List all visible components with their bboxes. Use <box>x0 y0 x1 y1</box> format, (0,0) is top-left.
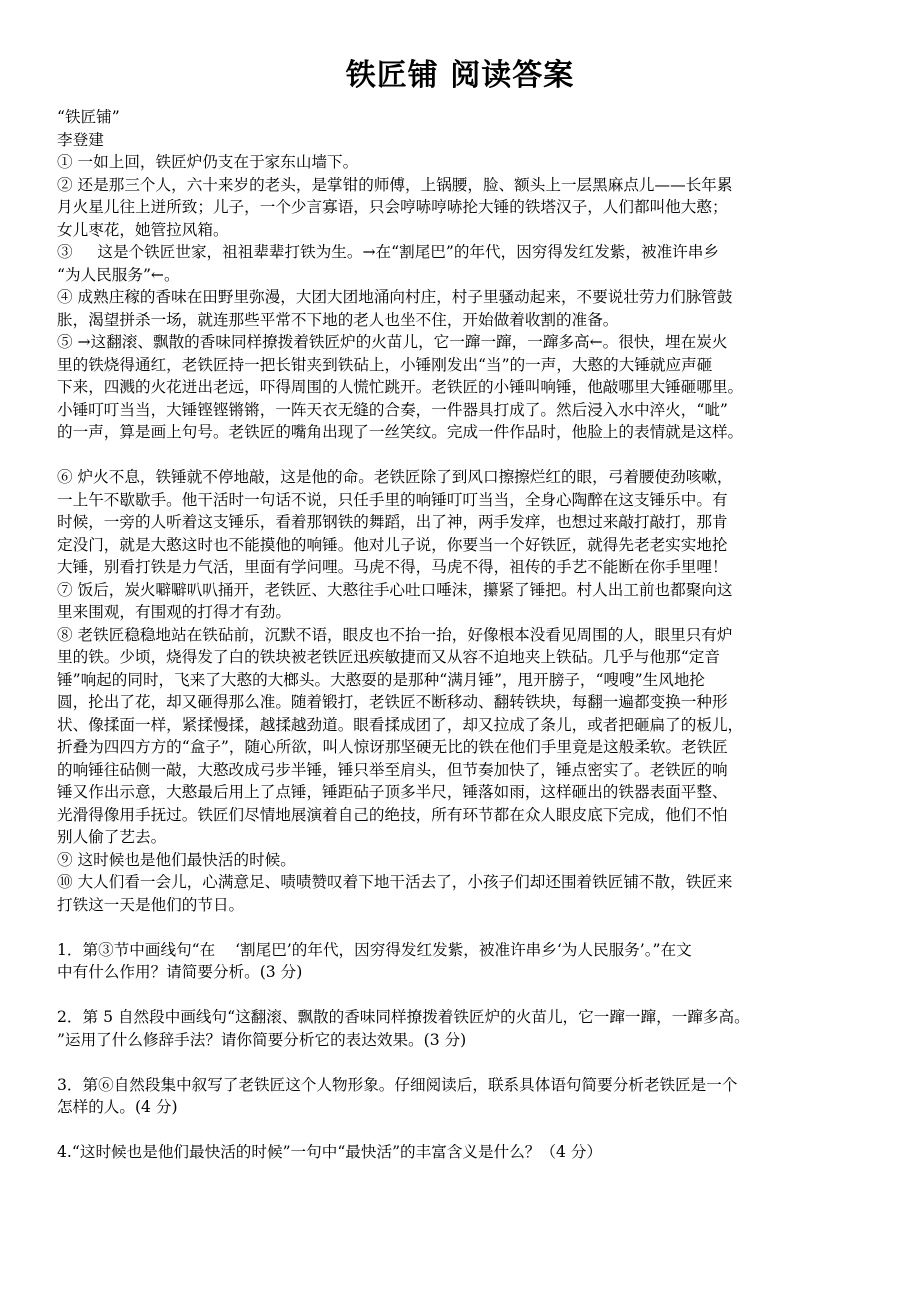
text-line: 中有什么作用？请简要分析。(3 分) <box>57 963 303 981</box>
text-line: ④ 成熟庄稼的香味在田野里弥漫，大团大团地涌向村庄，村子里骚动起来，不要说壮劳力们脉管鼓 <box>57 288 733 306</box>
text-line: 时候，一旁的人听着这支锤乐，看着那钢铁的舞蹈，出了神，两手发痒，也想过来敲打敲打，那肯 <box>57 513 728 531</box>
question-3 <box>57 1074 867 1119</box>
blank-line <box>57 1051 867 1074</box>
text-line: ⑨ 这时候也是他们最快活的时候。 <box>57 850 296 869</box>
blank-line <box>57 1119 867 1142</box>
question-2 <box>57 1006 867 1051</box>
paragraph-6 <box>57 466 867 579</box>
paragraph-3 <box>57 241 867 286</box>
text-line: 胀，渴望拼杀一场，就连那些平常不下地的老人也坐不住，开始做着收割的准备。 <box>57 310 619 329</box>
text-line: ① 一如上回，铁匠炉仍支在于家东山墙下。 <box>57 153 359 171</box>
text-line: 别人偷了艺去。 <box>57 828 167 846</box>
text-line: 圆，抡出了花，却又砸得那么准。随着锻打，老铁匠不断移动、翻转铁块，每翻一遍都变换一种形 <box>57 693 728 711</box>
text-line: ⑤ →这翻滚、飘散的香味同样撩拨着铁匠炉的火苗儿，它一蹿一蹿，一蹿多高←。很快，埋在炭火 <box>57 333 728 351</box>
text-line: 3．第⑥自然段集中叙写了老铁匠这个人物形象。仔细阅读后，联系具体语句简要分析老铁匠是一个 <box>57 1075 738 1094</box>
text-line: ”运用了什么修辞手法？请你简要分析它的表达效果。(3 分) <box>57 1030 467 1049</box>
text-line: 里的铁烧得通红，老铁匠持一把长钳夹到铁砧上，小锤刚发出“当”的一声，大憨的大锤就应声砸 <box>57 355 713 374</box>
text-line: 折叠为四四方方的“盒子”，随心所欲，叫人惊讶那坚硬无比的铁在他们手里竟是这般柔软。老铁匠 <box>57 738 728 756</box>
blank-line <box>57 984 867 1007</box>
paragraph-2 <box>57 174 867 242</box>
paragraph-5 <box>57 331 867 444</box>
text-line: ⑩ 大人们看一会儿，心满意足、啧啧赞叹着下地干活去了，小孩子们却还围着铁匠铺不散，铁匠来 <box>57 873 733 891</box>
text-line: 下来，四溅的火花迸出老远，吓得周围的人慌忙跳开。老铁匠的小锤叫响锤，他敲哪里大锤砸哪里。 <box>57 378 744 396</box>
text-line: 女儿枣花，她管拉风箱。 <box>57 220 229 239</box>
paragraph-4 <box>57 286 867 331</box>
blank-line <box>57 916 867 939</box>
text-line: 怎样的人。(4 分) <box>57 1098 178 1116</box>
text-line: 状、像揉面一样，紧揉慢揉，越揉越劲道。眼看揉成团了，却又拉成了条儿，或者把砸扁了的板儿， <box>57 715 744 734</box>
article-author: 李登建 <box>57 130 104 149</box>
text-line: ② 还是那三个人，六十来岁的老头，是掌钳的师傅，上锅腰，脸、额头上一层黑麻点儿——长年累 <box>57 175 733 194</box>
text-line: 大锤，别看打铁是力气活，里面有学问哩。马虎不得，马虎不得，祖传的手艺不能断在你手里哩！ <box>57 558 728 576</box>
text-line: 小锤叮叮当当，大锤铿铿锵锵，一阵天衣无缝的合奏，一件器具打成了。然后浸入水中淬火，“呲” <box>57 400 728 419</box>
paragraph-1 <box>57 151 867 174</box>
text-line: 2．第 5 自然段中画线句“这翻滚、飘散的香味同样撩拨着铁匠炉的火苗儿，它一蹿一蹿，一蹿多高。 <box>57 1008 750 1026</box>
text-line: 1．第③节中画线句“在 ‘割尾巴’的年代，因穷得发红发紫，被准许串乡‘为人民服务’。”在文 <box>57 940 692 959</box>
text-line: 的一声，算是画上句号。老铁匠的嘴角出现了一丝笑纹。完成一件作品时，他脸上的表情就是这样。 <box>57 423 744 441</box>
text-line: ⑧ 老铁匠稳稳地站在铁砧前，沉默不语，眼皮也不抬一抬，好像根本没看见周围的人，眼里只有炉 <box>57 625 733 644</box>
text-line: 月火星儿往上迸所致；儿子，一个少言寡语，只会哼哧哼哧抡大锤的铁塔汉子，人们都叫他大憨； <box>57 198 728 216</box>
blank-line <box>57 444 867 467</box>
paragraph-9 <box>57 849 867 872</box>
text-line: 定没门，就是大憨这时也不能摸他的响锤。他对儿子说，你要当一个好铁匠，就得先老老实实地抡 <box>57 535 728 554</box>
text-line: 光滑得像用手抚过。铁匠们尽情地展演着自己的绝技，所有环节都在众人眼皮底下完成，他们不怕 <box>57 805 728 824</box>
text-line: 锤”响起的同时，飞来了大憨的大榔头。大憨耍的是那种“满月锤”，甩开膀子，“嗖嗖”生风地抡 <box>57 670 706 689</box>
text-line: 4.“这时候也是他们最快活的时候”一句中“最快活”的丰富含义是什么？（4 分） <box>57 1143 603 1161</box>
paragraph-10 <box>57 871 867 916</box>
text-line: 锤又作出示意，大憨最后用上了点锤，锤距砧子顶多半尺，锤落如雨，这样砸出的铁器表面平整、 <box>57 783 728 801</box>
question-4 <box>57 1141 867 1164</box>
text-line: 里来围观，有围观的打得才有劲。 <box>57 603 291 621</box>
text-line: ③ 这是个铁匠世家，祖祖辈辈打铁为生。→在“割尾巴”的年代，因穷得发红发紫，被准许串乡 <box>57 243 719 261</box>
page-title: 铁匠铺 阅读答案 <box>345 58 575 93</box>
text-line: 里的铁。少顷，烧得发了白的铁块被老铁匠迅疾敏捷而又从容不迫地夹上铁砧。几乎与他那“定音 <box>57 648 720 666</box>
text-line: ⑦ 饭后，炭火噼噼叭叭捅开，老铁匠、大憨往手心吐口唾沫，攥紧了锤把。村人出工前也都聚向这 <box>57 580 733 599</box>
text-line: 一上午不歇歇手。他干活时一句话不说，只任手里的响锤叮叮当当，全身心陶醉在这支锤乐中。有 <box>57 490 728 509</box>
text-line: 打铁这一天是他们的节日。 <box>57 895 245 914</box>
paragraph-7 <box>57 579 867 624</box>
question-1 <box>57 939 867 984</box>
document-body <box>57 106 867 1164</box>
paragraph-8 <box>57 624 867 849</box>
article-heading: “铁匠铺” <box>57 108 120 126</box>
text-line: “为人民服务”←。 <box>57 265 180 284</box>
text-line: 的响锤往砧侧一敲，大憨改成弓步半锤，锤只举至肩头，但节奏加快了，锤点密实了。老铁匠的响 <box>57 760 728 779</box>
text-line: ⑥ 炉火不息，铁锤就不停地敲，这是他的命。老铁匠除了到风口擦擦烂红的眼，弓着腰使劲咳嗽， <box>57 468 733 486</box>
